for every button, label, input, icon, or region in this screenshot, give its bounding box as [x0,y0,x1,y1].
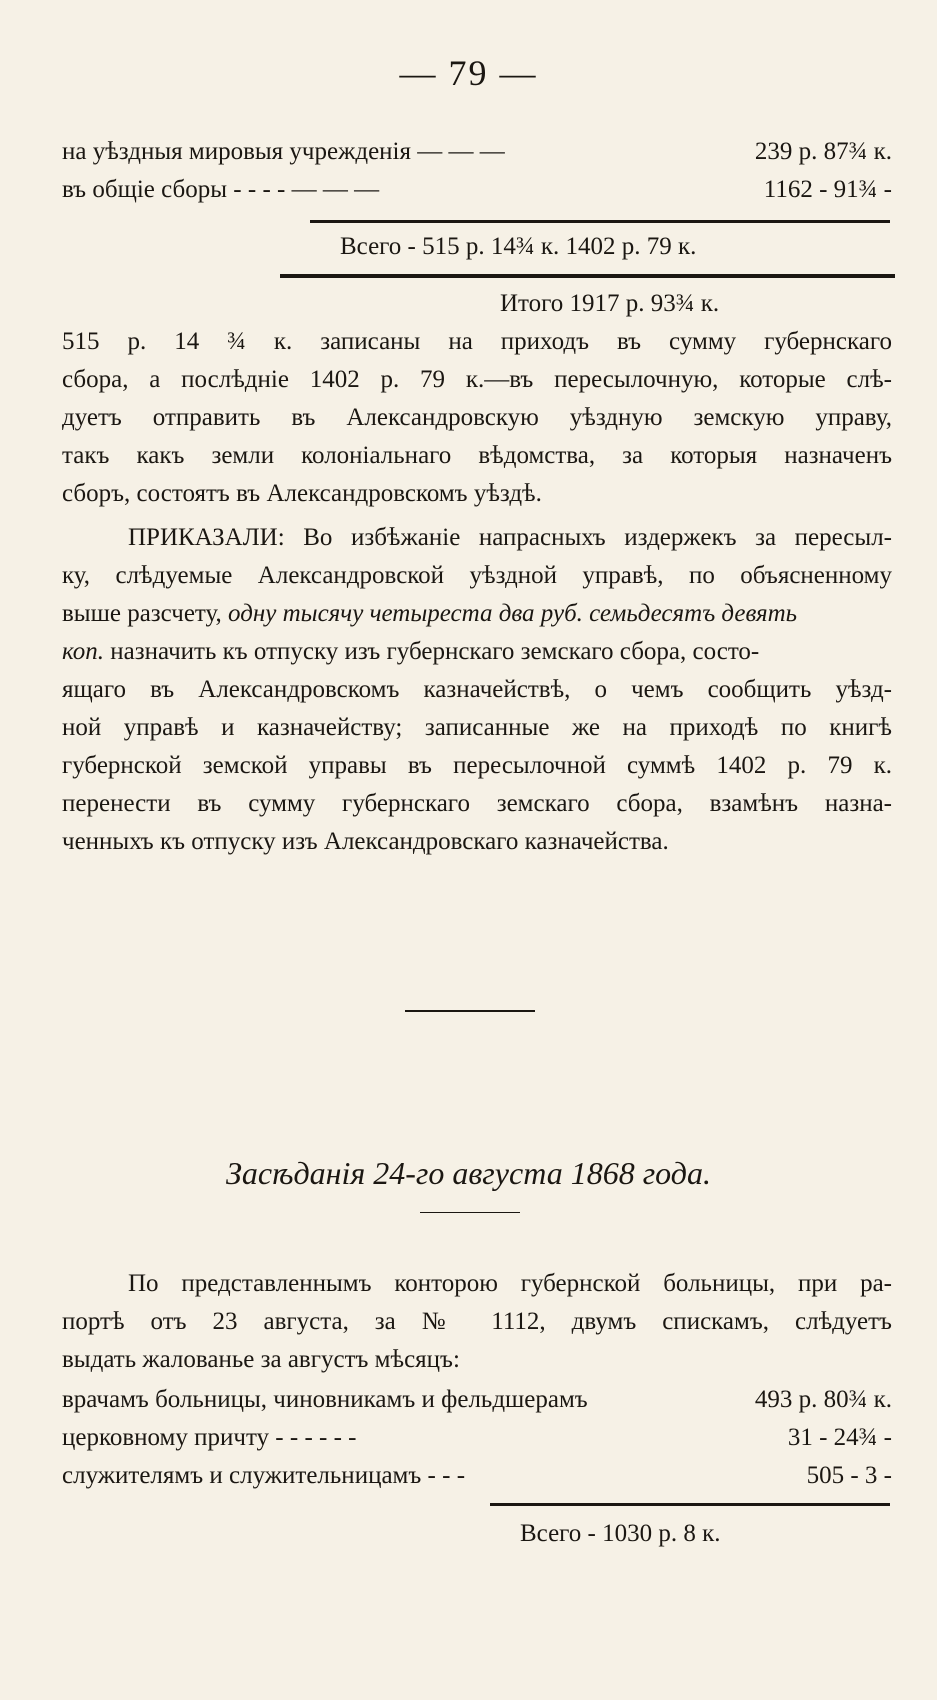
subtotal-row: Всего - 515 р. 14¾ к. 1402 р. 79 к. [340,233,697,260]
text-plain: назначить къ отпуску изъ губернскаго земскаго сбора, состо- [110,638,760,665]
row-label: въ общіе сборы - - - - — — — [62,176,380,203]
text-italic: коп. [62,638,104,665]
text-line: ной управѣ и казначейству; записанные же на приходѣ по книгѣ [62,714,892,741]
text-line: ченныхъ къ отпуску изъ Александровскаго казначейства. [62,828,669,855]
text-line: сбора, а послѣдніе 1402 р. 79 к.—въ пересылочную, которые слѣ- [62,366,892,393]
divider [310,220,890,223]
text-line: перенести въ сумму губернскаго земскаго сбора, взамѣнъ назна- [62,790,892,817]
text-line: 515 р. 14 ¾ к. записаны на приходъ въ сумму губернскаго [62,328,892,355]
section-divider [405,1010,535,1012]
text-plain: выше разсчету, [62,600,222,627]
text-italic: одну тысячу четыреста два руб. семьдесятъ девять [228,600,798,627]
total-row: Всего - 1030 р. 8 к. [520,1520,721,1547]
divider [280,274,895,278]
row-amount: 505 - 3 - [806,1462,892,1489]
text-line: портѣ отъ 23 августа, за № 1112, двумъ спискамъ, слѣдуетъ [62,1308,892,1335]
row-label: служителямъ и служительницамъ - - - [62,1462,466,1489]
text-line: По представленнымъ конторою губернской больницы, при ра- [128,1270,892,1297]
text-line: такъ какъ земли колоніальнаго вѣдомства, за которыя назначенъ [62,442,892,469]
text-line: ПРИКАЗАЛИ: Во избѣжаніе напрасныхъ издержекъ за пересыл- [128,524,892,551]
heading-underline [420,1212,520,1213]
row-label: на уѣздныя мировыя учрежденія — — — [62,138,505,165]
text-line [62,638,892,666]
row-label: врачамъ больницы, чиновникамъ и фельдшерамъ [62,1386,588,1413]
row-amount: 1162 - 91¾ - [763,176,892,203]
row-amount: 239 р. 87¾ к. [754,138,892,165]
row-label: церковному причту - - - - - - [62,1424,357,1451]
text-line: дуетъ отправить въ Александровскую уѣздную земскую управу, [62,404,892,431]
divider [490,1503,890,1506]
text-line: выдать жалованье за августъ мѣсяцъ: [62,1346,460,1373]
page-number: — 79 — [399,53,538,93]
text-line: сборъ, состоятъ въ Александровскомъ уѣздѣ. [62,480,542,507]
text-line: ку, слѣдуемые Александровской уѣздной управѣ, по объясненному [62,562,892,589]
total-row: Итого 1917 р. 93¾ к. [500,290,720,317]
text-line: ящаго въ Александровскомъ казначействѣ, о чемъ сообщить уѣзд- [62,676,892,703]
section-heading: Засѣданія 24-го августа 1868 года. [226,1155,711,1191]
row-amount: 493 р. 80¾ к. [754,1386,892,1413]
text-line [62,600,892,628]
row-amount: 31 - 24¾ - [787,1424,892,1451]
text-line: губернской земской управы въ пересылочной суммѣ 1402 р. 79 к. [62,752,892,779]
